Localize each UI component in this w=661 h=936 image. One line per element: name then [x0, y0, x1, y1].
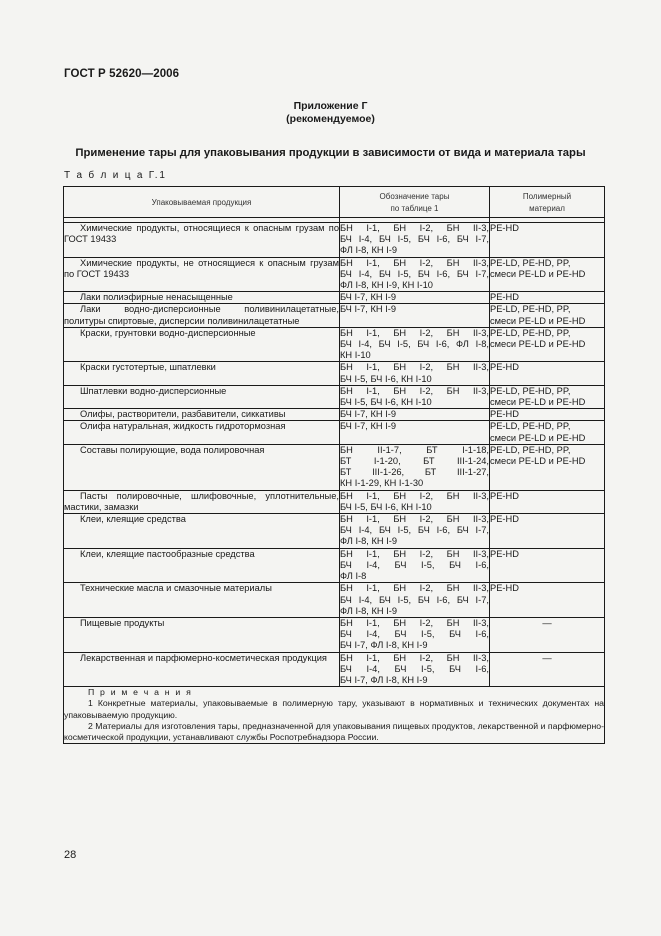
designation-cell [340, 257, 490, 292]
material-cell [490, 548, 605, 583]
header-material-line1: Полимерный [522, 192, 572, 201]
appendix-title: Приложение Г [293, 100, 368, 112]
material-line: PE-HD [490, 548, 519, 559]
table-row [64, 617, 605, 652]
header-designation-line2: по таблице 1 [390, 203, 439, 213]
material-cell [490, 514, 605, 549]
product-text: Клеи, клеящие пастообразные средства [80, 548, 255, 559]
material-cell [490, 617, 605, 652]
packaging-table [63, 186, 605, 744]
product-cell [64, 652, 340, 687]
product-cell [64, 444, 340, 490]
designation-line: ФЛ I-8, КН I-9, КН I-10 [340, 280, 433, 291]
product-cell [64, 409, 340, 421]
product-text: Шпатлевки водно-дисперсионные [80, 385, 227, 396]
material-line: PE-HD [490, 292, 519, 303]
material-line: смеси PE-LD и PE-HD [490, 397, 586, 408]
designation-cell [340, 362, 490, 385]
table-row [64, 652, 605, 687]
product-text: Лекарственная и парфюмерно-косметическая продукция [80, 652, 327, 663]
material-line: смеси PE-LD и PE-HD [490, 339, 586, 350]
material-line: — [542, 617, 552, 628]
note-1: 1 Конкретные материалы, упаковываемые в полимерную тару, указывают в нормативных и технических документах на упаковываемую продукцию. [64, 698, 604, 720]
product-text: Олифы, растворители, разбавители, сиккативы [80, 409, 286, 420]
table-row [64, 421, 605, 444]
product-text: Олифа натуральная, жидкость гидротормозная [80, 421, 286, 432]
designation-line: БН I-1, БН I-2, БН II-3, [340, 514, 489, 525]
designation-cell [340, 444, 490, 490]
product-cell [64, 327, 340, 362]
table-row [64, 583, 605, 618]
designation-cell [340, 583, 490, 618]
product-cell [64, 583, 340, 618]
product-cell [64, 421, 340, 444]
material-cell [490, 490, 605, 513]
designation-line: БН I-1, БН I-2, БН II-3, [340, 362, 489, 373]
material-cell [490, 421, 605, 444]
designation-line: БТ III-1-26, БТ III-1-27, [340, 467, 489, 478]
designation-line: БЧ I-4, БЧ I-5, БЧ I-6, БЧ I-7, [340, 525, 489, 536]
designation-cell [340, 385, 490, 408]
note-2: 2 Материалы для изготовления тары, предназначенной для упаковывания пищевых продуктов, лекарственной и парфюмерно-косметической продукции, устанавливают службы Роспотребнадзора России. [64, 720, 604, 742]
table-row [64, 385, 605, 408]
designation-cell [340, 409, 490, 421]
designation-line: БТ I-1-20, БТ III-1-24, [340, 456, 489, 467]
material-cell [490, 257, 605, 292]
designation-line: БЧ I-7, ФЛ I-8, КН I-9 [340, 640, 428, 651]
material-cell [490, 292, 605, 304]
designation-line: БЧ I-4, БЧ I-5, БЧ I-6, БЧ I-7, [340, 234, 489, 245]
material-line: PE-LD, PE-HD, PP, [490, 444, 571, 455]
designation-line: ФЛ I-8 [340, 571, 367, 582]
table-header-row [64, 187, 605, 218]
material-cell [490, 327, 605, 362]
table-label: Т а б л и ц а Г.1 [64, 170, 167, 181]
designation-line: БН I-1, БН I-2, БН II-3, [340, 385, 489, 396]
material-line: PE-LD, PE-HD, PP, [490, 421, 571, 432]
designation-line: БЧ I-4, БЧ I-5, БЧ I-6, БЧ I-7, [340, 594, 489, 605]
designation-line: БЧ I-7, КН I-9 [340, 292, 397, 303]
designation-line: БЧ I-4, БЧ I-5, БЧ I-6, ФЛ I-8, [340, 339, 489, 350]
designation-line: БЧ I-7, КН I-9 [340, 409, 397, 420]
table-row [64, 223, 605, 258]
designation-line: БН I-1, БН I-2, БН II-3, [340, 257, 489, 268]
table-row [64, 444, 605, 490]
material-cell [490, 362, 605, 385]
designation-line: БЧ I-7, ФЛ I-8, КН I-9 [340, 674, 428, 685]
designation-line: БН I-1, БН I-2, БН II-3, [340, 583, 489, 594]
table-row [64, 548, 605, 583]
table-row [64, 257, 605, 292]
product-text: Пищевые продукты [80, 617, 165, 628]
material-cell [490, 223, 605, 258]
product-cell [64, 514, 340, 549]
material-line: PE-HD [490, 514, 519, 525]
designation-line: БЧ I-7, КН I-9 [340, 421, 397, 432]
header-material [490, 187, 605, 218]
material-line: PE-LD, PE-HD, PP, [490, 385, 571, 396]
notes-cell [64, 687, 605, 744]
product-text: Лаки водно-дисперсионные поливинилацетатные, политуры спиртовые, дисперсии поливинилацетатные [64, 304, 339, 326]
designation-cell [340, 327, 490, 362]
designation-line: БЧ I-4, БЧ I-5, БЧ I-6, [340, 629, 489, 640]
designation-cell [340, 223, 490, 258]
product-text: Технические масла и смазочные материалы [80, 583, 272, 594]
material-cell [490, 409, 605, 421]
material-line: PE-LD, PE-HD, PP, [490, 304, 571, 315]
material-cell [490, 304, 605, 327]
product-cell [64, 548, 340, 583]
material-cell [490, 385, 605, 408]
material-line: смеси PE-LD и PE-HD [490, 268, 586, 279]
designation-cell [340, 421, 490, 444]
header-product: Упаковываемая продукция [64, 187, 340, 218]
table-row [64, 409, 605, 421]
product-text: Клеи, клеящие средства [80, 514, 186, 525]
product-text: Краски густотертые, шпатлевки [80, 362, 216, 373]
material-line: PE-HD [490, 583, 519, 594]
table-row [64, 490, 605, 513]
designation-line: БН I-1, БН I-2, БН II-3, [340, 617, 489, 628]
material-line: — [542, 652, 552, 663]
material-line: смеси PE-LD и PE-HD [490, 432, 586, 443]
designation-line: БН I-1, БН I-2, БН II-3, [340, 548, 489, 559]
material-line: PE-HD [490, 490, 519, 501]
designation-line: БН I-1, БН I-2, БН II-3, [340, 327, 489, 338]
table-row [64, 292, 605, 304]
designation-line: БЧ I-4, БЧ I-5, БЧ I-6, [340, 559, 489, 570]
designation-line: ФЛ I-8, КН I-9 [340, 245, 398, 256]
designation-line: БЧ I-4, БЧ I-5, БЧ I-6, БЧ I-7, [340, 268, 489, 279]
designation-cell [340, 617, 490, 652]
designation-line: ФЛ I-8, КН I-9 [340, 536, 398, 547]
designation-line: БЧ I-5, БЧ I-6, КН I-10 [340, 373, 432, 384]
material-line: PE-HD [490, 223, 519, 233]
table-row [64, 514, 605, 549]
table-row [64, 362, 605, 385]
material-line: PE-HD [490, 409, 519, 420]
material-line: PE-LD, PE-HD, PP, [490, 327, 571, 338]
material-cell [490, 583, 605, 618]
material-line: PE-LD, PE-HD, PP, [490, 257, 571, 268]
product-text: Составы полирующие, вода полировочная [80, 444, 265, 455]
section-heading: Применение тары для упаковывания продукции в зависимости от вида и материала тары [75, 147, 586, 159]
designation-line: БЧ I-7, КН I-9 [340, 304, 397, 315]
designation-line: БН I-1, БН I-2, БН II-3, [340, 223, 489, 233]
product-cell [64, 304, 340, 327]
standard-id: ГОСТ Р 52620—2006 [64, 68, 180, 80]
product-text: Пасты полировочные, шлифовочные, уплотнительные, мастики, замазки [64, 490, 339, 512]
table-row [64, 304, 605, 327]
designation-line: КН I-10 [340, 350, 371, 361]
designation-cell [340, 490, 490, 513]
product-cell [64, 292, 340, 304]
product-cell [64, 617, 340, 652]
designation-line: БН II-1-7, БТ I-1-18, [340, 444, 489, 455]
material-line: смеси PE-LD и PE-HD [490, 456, 586, 467]
product-text: Химические продукты, относящиеся к опасным грузам по ГОСТ 19433 [64, 223, 339, 245]
product-cell [64, 223, 340, 258]
notes-row [64, 687, 605, 744]
table-body [64, 218, 605, 687]
designation-line: БЧ I-5, БЧ I-6, КН I-10 [340, 397, 432, 408]
product-cell [64, 257, 340, 292]
material-line: смеси PE-LD и PE-HD [490, 315, 586, 326]
designation-line: КН I-1-29, КН I-1-30 [340, 478, 424, 489]
designation-cell [340, 304, 490, 327]
designation-cell [340, 548, 490, 583]
table-row [64, 327, 605, 362]
designation-cell [340, 292, 490, 304]
product-cell [64, 490, 340, 513]
product-text: Лаки полиэфирные ненасыщенные [80, 292, 233, 303]
designation-line: БЧ I-4, БЧ I-5, БЧ I-6, [340, 663, 489, 674]
product-cell [64, 362, 340, 385]
product-cell [64, 385, 340, 408]
header-designation-line1: Обозначение тары [379, 192, 450, 201]
notes-title: П р и м е ч а н и я [88, 687, 193, 698]
designation-cell [340, 652, 490, 687]
designation-line: БН I-1, БН I-2, БН II-3, [340, 490, 489, 501]
appendix-status: (рекомендуемое) [286, 113, 375, 125]
designation-line: БН I-1, БН I-2, БН II-3, [340, 652, 489, 663]
header-material-line2: материал [529, 203, 565, 213]
product-text: Краски, грунтовки водно-дисперсионные [80, 327, 256, 338]
material-cell [490, 652, 605, 687]
material-line: PE-HD [490, 362, 519, 373]
designation-cell [340, 514, 490, 549]
designation-line: БЧ I-5, БЧ I-6, КН I-10 [340, 501, 432, 512]
designation-line: ФЛ I-8, КН I-9 [340, 605, 398, 616]
page-number: 28 [64, 849, 77, 861]
material-cell [490, 444, 605, 490]
product-text: Химические продукты, не относящиеся к опасным грузам по ГОСТ 19433 [64, 257, 339, 279]
header-designation [340, 187, 490, 218]
